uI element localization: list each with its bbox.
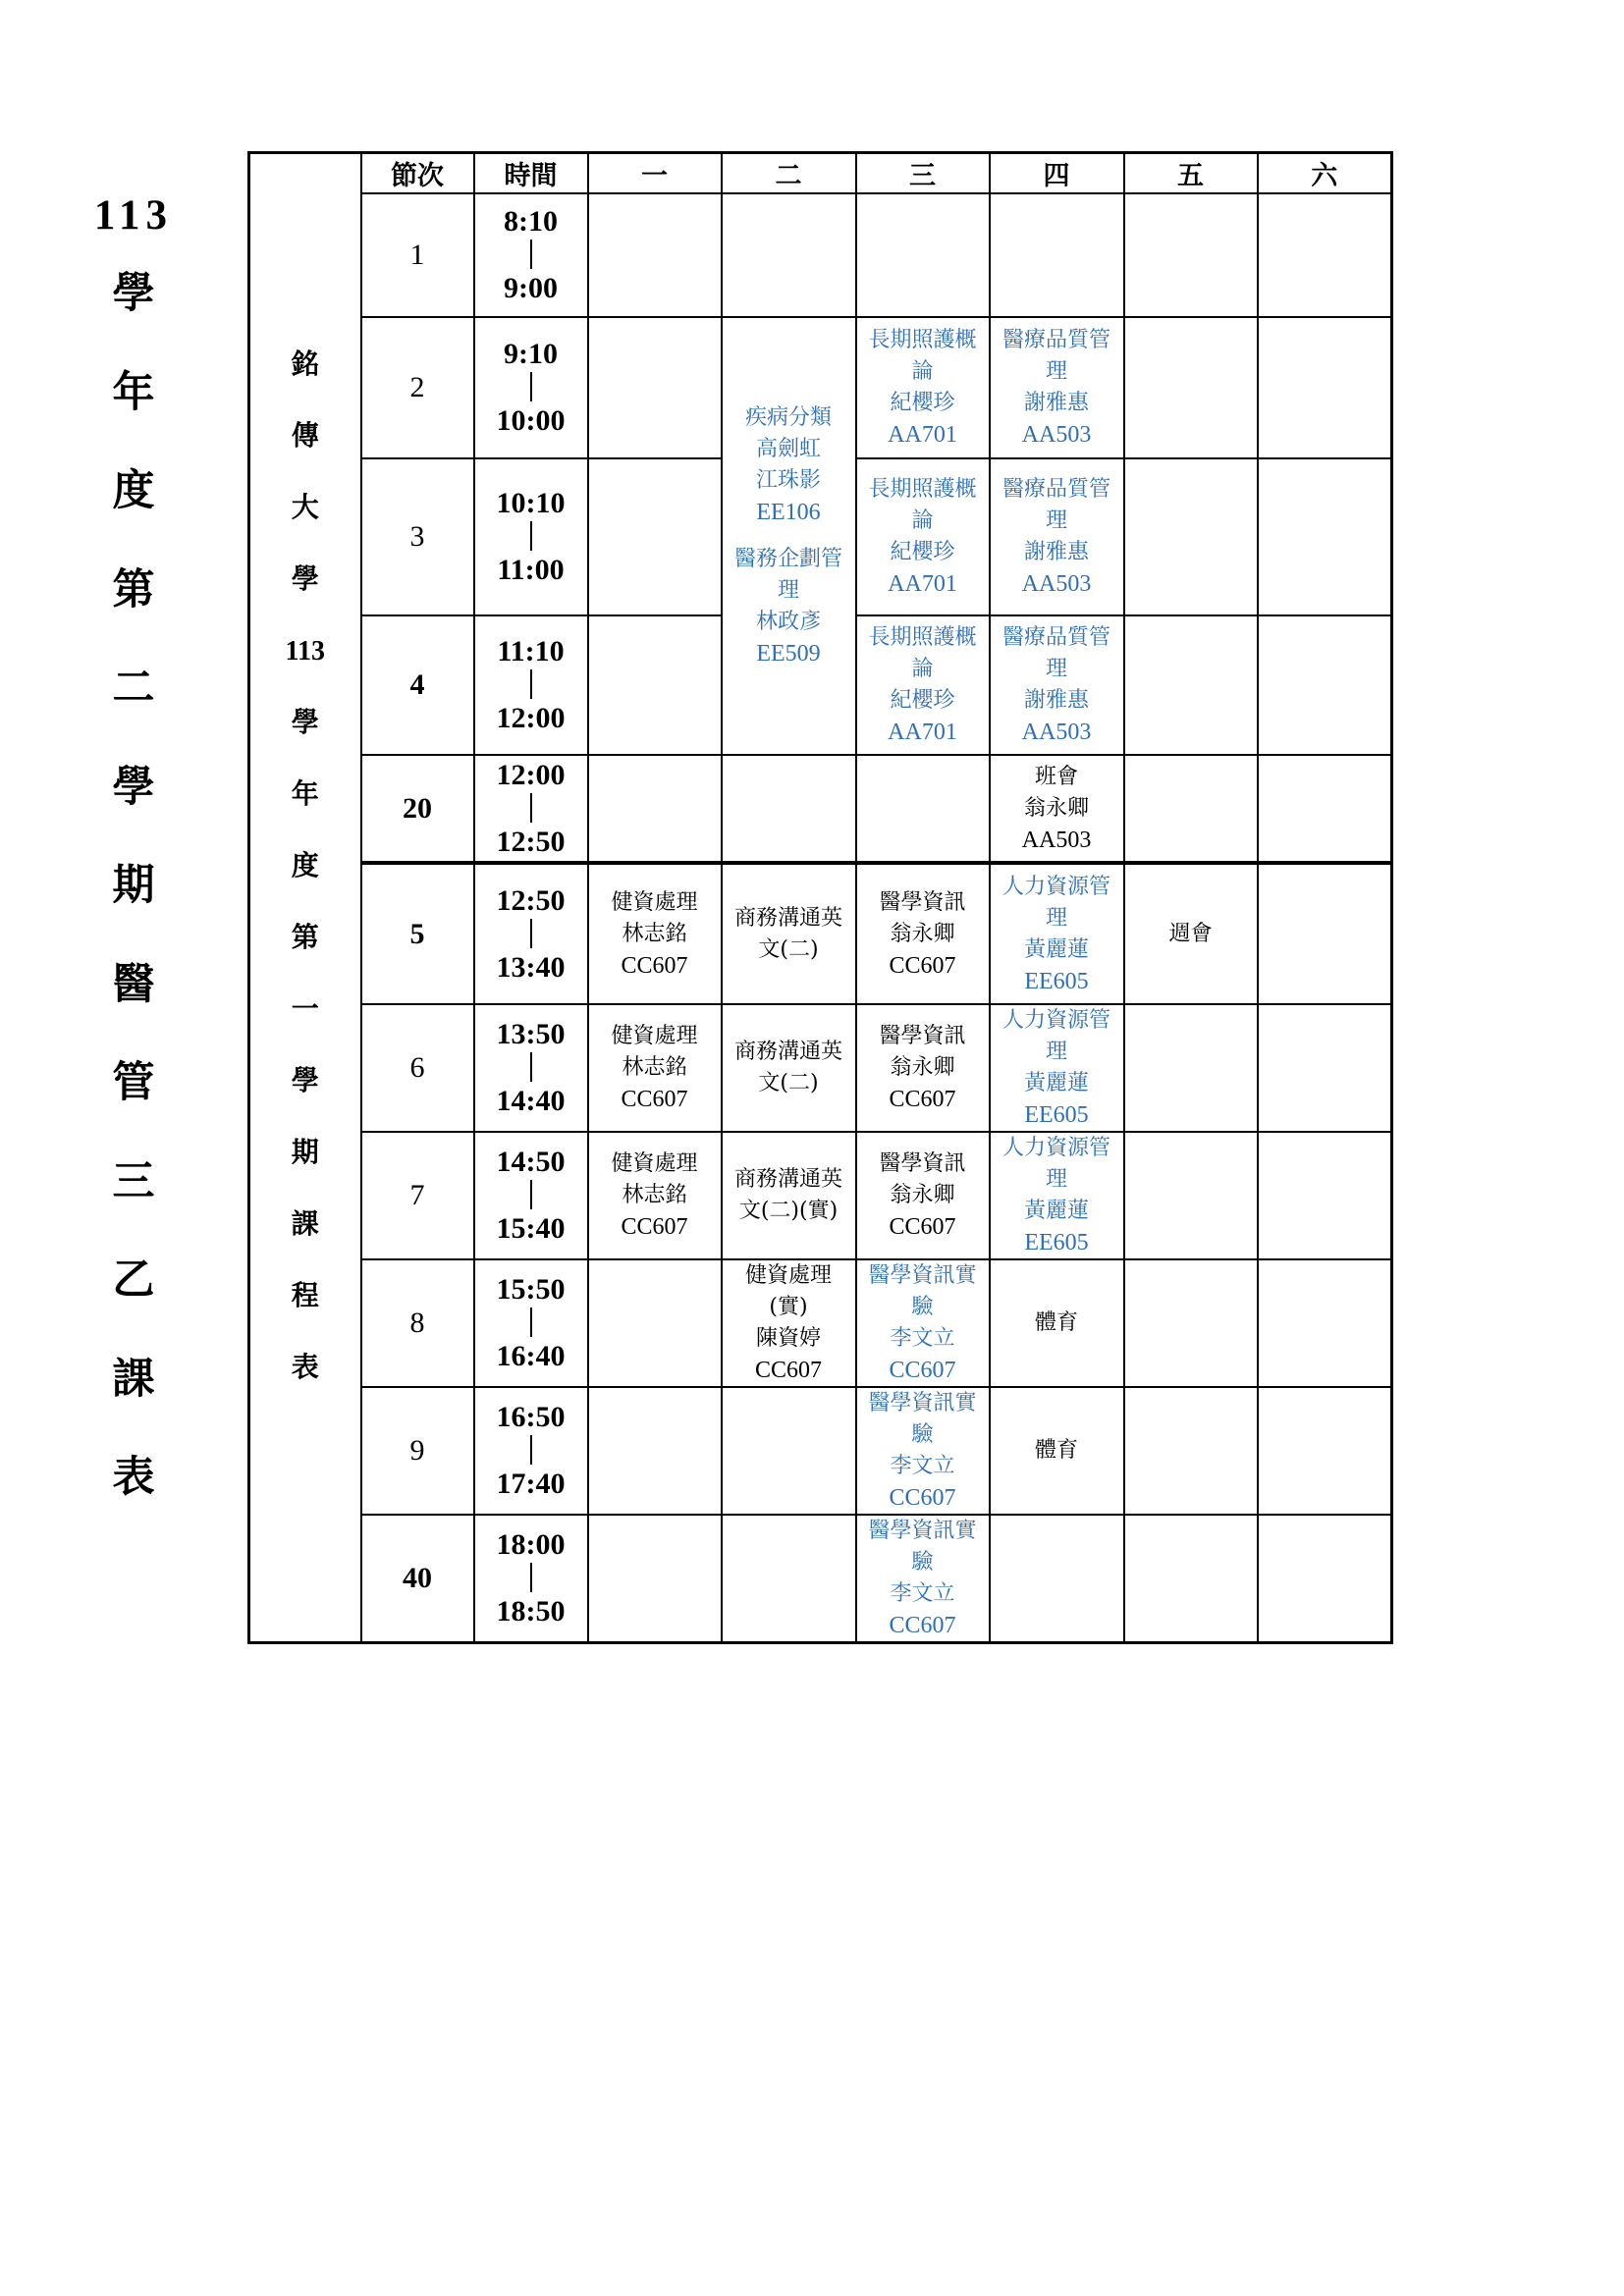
course-line: 體育 [1034, 1310, 1078, 1335]
course-cell [856, 615, 990, 755]
course-cell [1124, 1387, 1258, 1515]
side-title-char: 學 [112, 764, 155, 811]
time-start: 14:50 [496, 1146, 566, 1178]
course-line: 醫學資訊 [879, 1024, 966, 1048]
side-title-char: 期 [112, 863, 155, 909]
course-line: 論 [911, 657, 934, 681]
course-line: 人力資源管 [1001, 1136, 1110, 1160]
period-row [249, 193, 1392, 317]
time-start: 10:10 [496, 487, 566, 519]
course-cell [990, 1132, 1124, 1259]
course-line: 李文立 [890, 1326, 955, 1351]
course-line: 紀櫻珍 [890, 540, 955, 564]
course-line: 理 [1045, 1167, 1067, 1192]
time-end: 14:40 [496, 1085, 566, 1117]
course-line: 紀櫻珍 [890, 391, 955, 415]
period-number: 8 [361, 1259, 474, 1387]
course-cell [856, 458, 990, 615]
course-line: 驗 [911, 1550, 934, 1575]
course-line: 理 [1045, 1040, 1067, 1064]
course-line: 黃麗蓮 [1023, 1071, 1089, 1095]
course-line: 商務溝通英 [733, 1167, 842, 1192]
period-time [474, 755, 588, 863]
course-line: 醫療品質管 [1001, 328, 1110, 352]
course-cell [588, 458, 722, 615]
period-number: 20 [361, 755, 474, 863]
course-line: 醫療品質管 [1001, 477, 1110, 502]
time-start: 16:50 [496, 1401, 566, 1433]
course-line: 文(二)(實) [738, 1199, 839, 1223]
course-line: 翁永卿 [1023, 795, 1089, 821]
course-cell [1124, 615, 1258, 755]
schedule-side-title [86, 191, 181, 1543]
time-start: 12:50 [496, 883, 566, 917]
course-line: 醫學資訊 [879, 1151, 966, 1176]
course-room: CC607 [889, 1087, 956, 1112]
course-cell [588, 1004, 722, 1132]
course-line: 醫學資訊實 [868, 1263, 977, 1288]
period-row [249, 317, 1392, 458]
vertical-title-char: 113 [285, 636, 325, 667]
course-line: 醫學資訊實 [868, 1519, 977, 1543]
side-title-char: 乙 [112, 1257, 155, 1304]
course-cell [722, 317, 856, 755]
course-cell [856, 755, 990, 863]
vertical-title-char: 期 [291, 1138, 319, 1168]
header-thu: 四 [990, 153, 1124, 194]
period-time [474, 1132, 588, 1259]
course-cell [1258, 458, 1392, 615]
period-row [249, 1515, 1392, 1643]
course-line: 驗 [911, 1295, 934, 1319]
course-cell [588, 1259, 722, 1387]
vertical-title-char: 第 [291, 923, 319, 953]
course-cell [1124, 317, 1258, 458]
course-cell [1258, 1004, 1392, 1132]
course-room: CC607 [621, 1214, 688, 1240]
course-line: 醫學資訊實 [868, 1391, 977, 1415]
course-room: EE509 [756, 641, 821, 667]
vertical-title-char: 銘 [291, 349, 319, 380]
time-start: 13:50 [496, 1018, 566, 1050]
course-cell [856, 1387, 990, 1515]
course-line: 體育 [1034, 1438, 1078, 1463]
period-number: 2 [361, 317, 474, 458]
course-line: 謝雅惠 [1023, 540, 1089, 564]
course-line: 醫學資訊 [879, 889, 966, 915]
course-cell [856, 1004, 990, 1132]
time-start: 8:10 [504, 205, 558, 238]
course-cell [1258, 193, 1392, 317]
course-room: AA503 [1021, 827, 1092, 853]
course-cell [1124, 1004, 1258, 1132]
course-cell [990, 1259, 1124, 1387]
time-separator [530, 240, 532, 269]
vertical-title-char: 一 [291, 994, 319, 1025]
course-line: 文(二) [758, 1071, 819, 1095]
side-title-char: 年 [112, 369, 155, 416]
course-line: 李文立 [890, 1581, 955, 1606]
course-room: CC607 [754, 1358, 822, 1383]
period-row [249, 755, 1392, 863]
course-line: 陳資婷 [755, 1326, 821, 1351]
course-cell [1258, 863, 1392, 1004]
course-line: (實) [769, 1295, 808, 1319]
course-room: CC607 [621, 1087, 688, 1112]
course-line: 班會 [1034, 764, 1078, 789]
course-room: CC607 [621, 952, 688, 979]
course-line: 長期照護概 [868, 328, 977, 352]
side-title-char: 度 [112, 468, 155, 514]
course-cell [588, 1515, 722, 1643]
vertical-title-char: 學 [291, 708, 319, 738]
time-start: 12:00 [496, 758, 566, 791]
period-number: 4 [361, 615, 474, 755]
time-end: 12:00 [496, 702, 566, 734]
timetable [247, 151, 1393, 1644]
course-cell [990, 193, 1124, 317]
course-cell [990, 755, 1124, 863]
course-room: CC607 [889, 1613, 956, 1638]
time-separator [530, 1435, 532, 1465]
course-room: CC607 [889, 952, 956, 979]
course-cell [856, 1259, 990, 1387]
course-cell [1258, 1515, 1392, 1643]
course-cell [722, 863, 856, 1004]
time-end: 9:00 [504, 272, 558, 304]
period-row [249, 1387, 1392, 1515]
course-line: 文(二) [758, 936, 819, 962]
course-cell [1258, 1387, 1392, 1515]
side-title-char: 管 [112, 1060, 155, 1106]
period-row [249, 1004, 1392, 1132]
course-cell [1124, 193, 1258, 317]
course-line: 謝雅惠 [1023, 688, 1089, 713]
course-cell [1124, 458, 1258, 615]
course-spacer [723, 528, 855, 544]
time-separator [530, 521, 532, 551]
course-cell [722, 1259, 856, 1387]
side-title-char: 表 [112, 1455, 155, 1501]
course-line: 理 [1045, 508, 1067, 533]
course-line: 健資處理 [611, 889, 698, 915]
vertical-title-char: 度 [291, 851, 319, 881]
header-fri: 五 [1124, 153, 1258, 194]
course-line: 商務溝通英 [733, 905, 842, 931]
course-line: 林志銘 [622, 1055, 687, 1080]
period-number: 1 [361, 193, 474, 317]
time-start: 18:00 [496, 1528, 566, 1561]
course-line: 健資處理 [611, 1024, 698, 1048]
course-cell [1258, 615, 1392, 755]
course-room: AA701 [888, 571, 957, 597]
period-number: 3 [361, 458, 474, 615]
course-line: 驗 [911, 1422, 934, 1447]
header-tue: 二 [722, 153, 856, 194]
course-room: AA503 [1021, 422, 1092, 448]
course-line: 理 [777, 578, 799, 603]
time-end: 13:40 [496, 950, 566, 984]
period-number: 40 [361, 1515, 474, 1643]
course-cell [722, 755, 856, 863]
course-room: AA701 [888, 422, 957, 448]
vertical-title-char: 大 [291, 493, 319, 523]
course-line: 論 [911, 508, 934, 533]
period-time [474, 317, 588, 458]
course-cell [1124, 863, 1258, 1004]
course-line: 林志銘 [622, 921, 687, 946]
period-time [474, 1004, 588, 1132]
course-cell [722, 1387, 856, 1515]
course-line: 長期照護概 [868, 477, 977, 502]
course-cell [588, 755, 722, 863]
course-cell [588, 1387, 722, 1515]
period-row [249, 863, 1392, 1004]
vertical-title-char: 年 [291, 779, 319, 810]
course-room: AA503 [1021, 571, 1092, 597]
course-room: EE605 [1024, 968, 1089, 994]
course-cell [856, 317, 990, 458]
time-separator [530, 1563, 532, 1592]
period-time [474, 193, 588, 317]
header-mon: 一 [588, 153, 722, 194]
time-separator [530, 793, 532, 823]
course-cell [990, 615, 1124, 755]
period-number: 7 [361, 1132, 474, 1259]
vertical-title [250, 154, 360, 1404]
course-cell [1258, 1259, 1392, 1387]
period-time [474, 615, 588, 755]
course-line: 林志銘 [622, 1183, 687, 1207]
side-title-char: 學 [112, 271, 155, 317]
time-separator [530, 1308, 532, 1337]
side-title-char: 三 [112, 1158, 155, 1205]
course-cell [856, 863, 990, 1004]
period-number: 9 [361, 1387, 474, 1515]
course-line: 黃麗蓮 [1023, 936, 1089, 962]
course-room: CC607 [889, 1214, 956, 1240]
course-cell [990, 317, 1124, 458]
course-cell [1124, 1132, 1258, 1259]
side-title-char: 第 [112, 566, 155, 614]
time-end: 12:50 [496, 825, 566, 858]
course-line: 理 [1045, 359, 1067, 384]
period-number: 5 [361, 863, 474, 1004]
vertical-title-char: 課 [291, 1209, 319, 1240]
side-title-char: 二 [112, 666, 155, 712]
course-cell [1258, 1132, 1392, 1259]
time-end: 18:50 [496, 1595, 566, 1628]
course-line: 翁永卿 [890, 1055, 955, 1080]
period-time [474, 458, 588, 615]
course-cell [990, 1004, 1124, 1132]
time-end: 16:40 [496, 1340, 566, 1372]
header-wed: 三 [856, 153, 990, 194]
course-cell [856, 1515, 990, 1643]
period-time [474, 863, 588, 1004]
course-cell [990, 458, 1124, 615]
course-cell [990, 1515, 1124, 1643]
course-cell [722, 1004, 856, 1132]
period-time [474, 1259, 588, 1387]
side-title-char: 醫 [112, 961, 155, 1008]
side-title-year: 113 [93, 192, 174, 239]
vertical-title-char: 傳 [291, 421, 319, 452]
time-start: 11:10 [497, 635, 565, 667]
time-separator [530, 1052, 532, 1082]
course-line: 理 [1045, 905, 1067, 931]
vertical-title-char: 學 [291, 1066, 319, 1096]
vertical-title-char: 學 [291, 564, 319, 595]
header-sat: 六 [1258, 153, 1392, 194]
course-line: 週會 [1168, 921, 1213, 946]
time-separator [530, 1180, 532, 1209]
course-line: 人力資源管 [1001, 1008, 1110, 1033]
course-line: 翁永卿 [890, 921, 955, 946]
course-line: 商務溝通英 [733, 1040, 842, 1064]
time-start: 15:50 [496, 1273, 566, 1306]
time-start: 9:10 [504, 338, 558, 370]
time-separator [530, 919, 532, 948]
time-end: 15:40 [496, 1212, 566, 1245]
course-cell [588, 317, 722, 458]
vertical-title-cell [249, 153, 361, 1643]
course-room: CC607 [889, 1358, 956, 1383]
time-separator [530, 669, 532, 699]
time-end: 10:00 [496, 404, 566, 437]
vertical-title-char: 表 [291, 1353, 319, 1383]
course-line: 醫務企劃管 [733, 547, 842, 571]
course-cell [1124, 1515, 1258, 1643]
course-cell [588, 193, 722, 317]
course-cell [1124, 755, 1258, 863]
course-line: 黃麗蓮 [1023, 1199, 1089, 1223]
time-separator [530, 372, 532, 401]
course-line: 江珠影 [755, 468, 821, 493]
course-line: 論 [911, 359, 934, 384]
course-line: 理 [1045, 657, 1067, 681]
time-end: 17:40 [496, 1468, 566, 1500]
course-cell [588, 615, 722, 755]
course-line: 高劍虹 [755, 437, 821, 461]
period-row [249, 1259, 1392, 1387]
course-line: 疾病分類 [744, 405, 832, 430]
course-line: 人力資源管 [1001, 874, 1110, 899]
course-cell [1124, 1259, 1258, 1387]
course-line: 謝雅惠 [1023, 391, 1089, 415]
course-room: AA701 [888, 720, 957, 745]
course-cell [722, 1132, 856, 1259]
course-line: 長期照護概 [868, 625, 977, 650]
course-cell [1258, 755, 1392, 863]
period-time [474, 1387, 588, 1515]
side-title-char: 課 [112, 1356, 155, 1403]
course-room: EE605 [1024, 1230, 1089, 1255]
period-number: 6 [361, 1004, 474, 1132]
period-time [474, 1515, 588, 1643]
course-room: EE605 [1024, 1102, 1089, 1128]
course-cell [722, 1515, 856, 1643]
course-line: 林政彥 [755, 610, 821, 634]
course-line: 健資處理 [744, 1263, 832, 1288]
course-cell [722, 193, 856, 317]
header-period: 節次 [361, 153, 474, 194]
course-cell [990, 1387, 1124, 1515]
course-line: 李文立 [890, 1454, 955, 1478]
course-room: EE106 [756, 500, 821, 525]
course-line: 醫療品質管 [1001, 625, 1110, 650]
course-room: AA503 [1021, 720, 1092, 745]
course-cell [588, 863, 722, 1004]
course-line: 紀櫻珍 [890, 688, 955, 713]
course-cell [856, 1132, 990, 1259]
course-line: 健資處理 [611, 1151, 698, 1176]
course-room: CC607 [889, 1485, 956, 1511]
course-line: 翁永卿 [890, 1183, 955, 1207]
header-time: 時間 [474, 153, 588, 194]
period-row [249, 1132, 1392, 1259]
vertical-title-char: 程 [291, 1281, 319, 1311]
time-end: 11:00 [497, 554, 565, 586]
course-cell [856, 193, 990, 317]
course-cell [990, 863, 1124, 1004]
course-cell [1258, 317, 1392, 458]
course-cell [588, 1132, 722, 1259]
